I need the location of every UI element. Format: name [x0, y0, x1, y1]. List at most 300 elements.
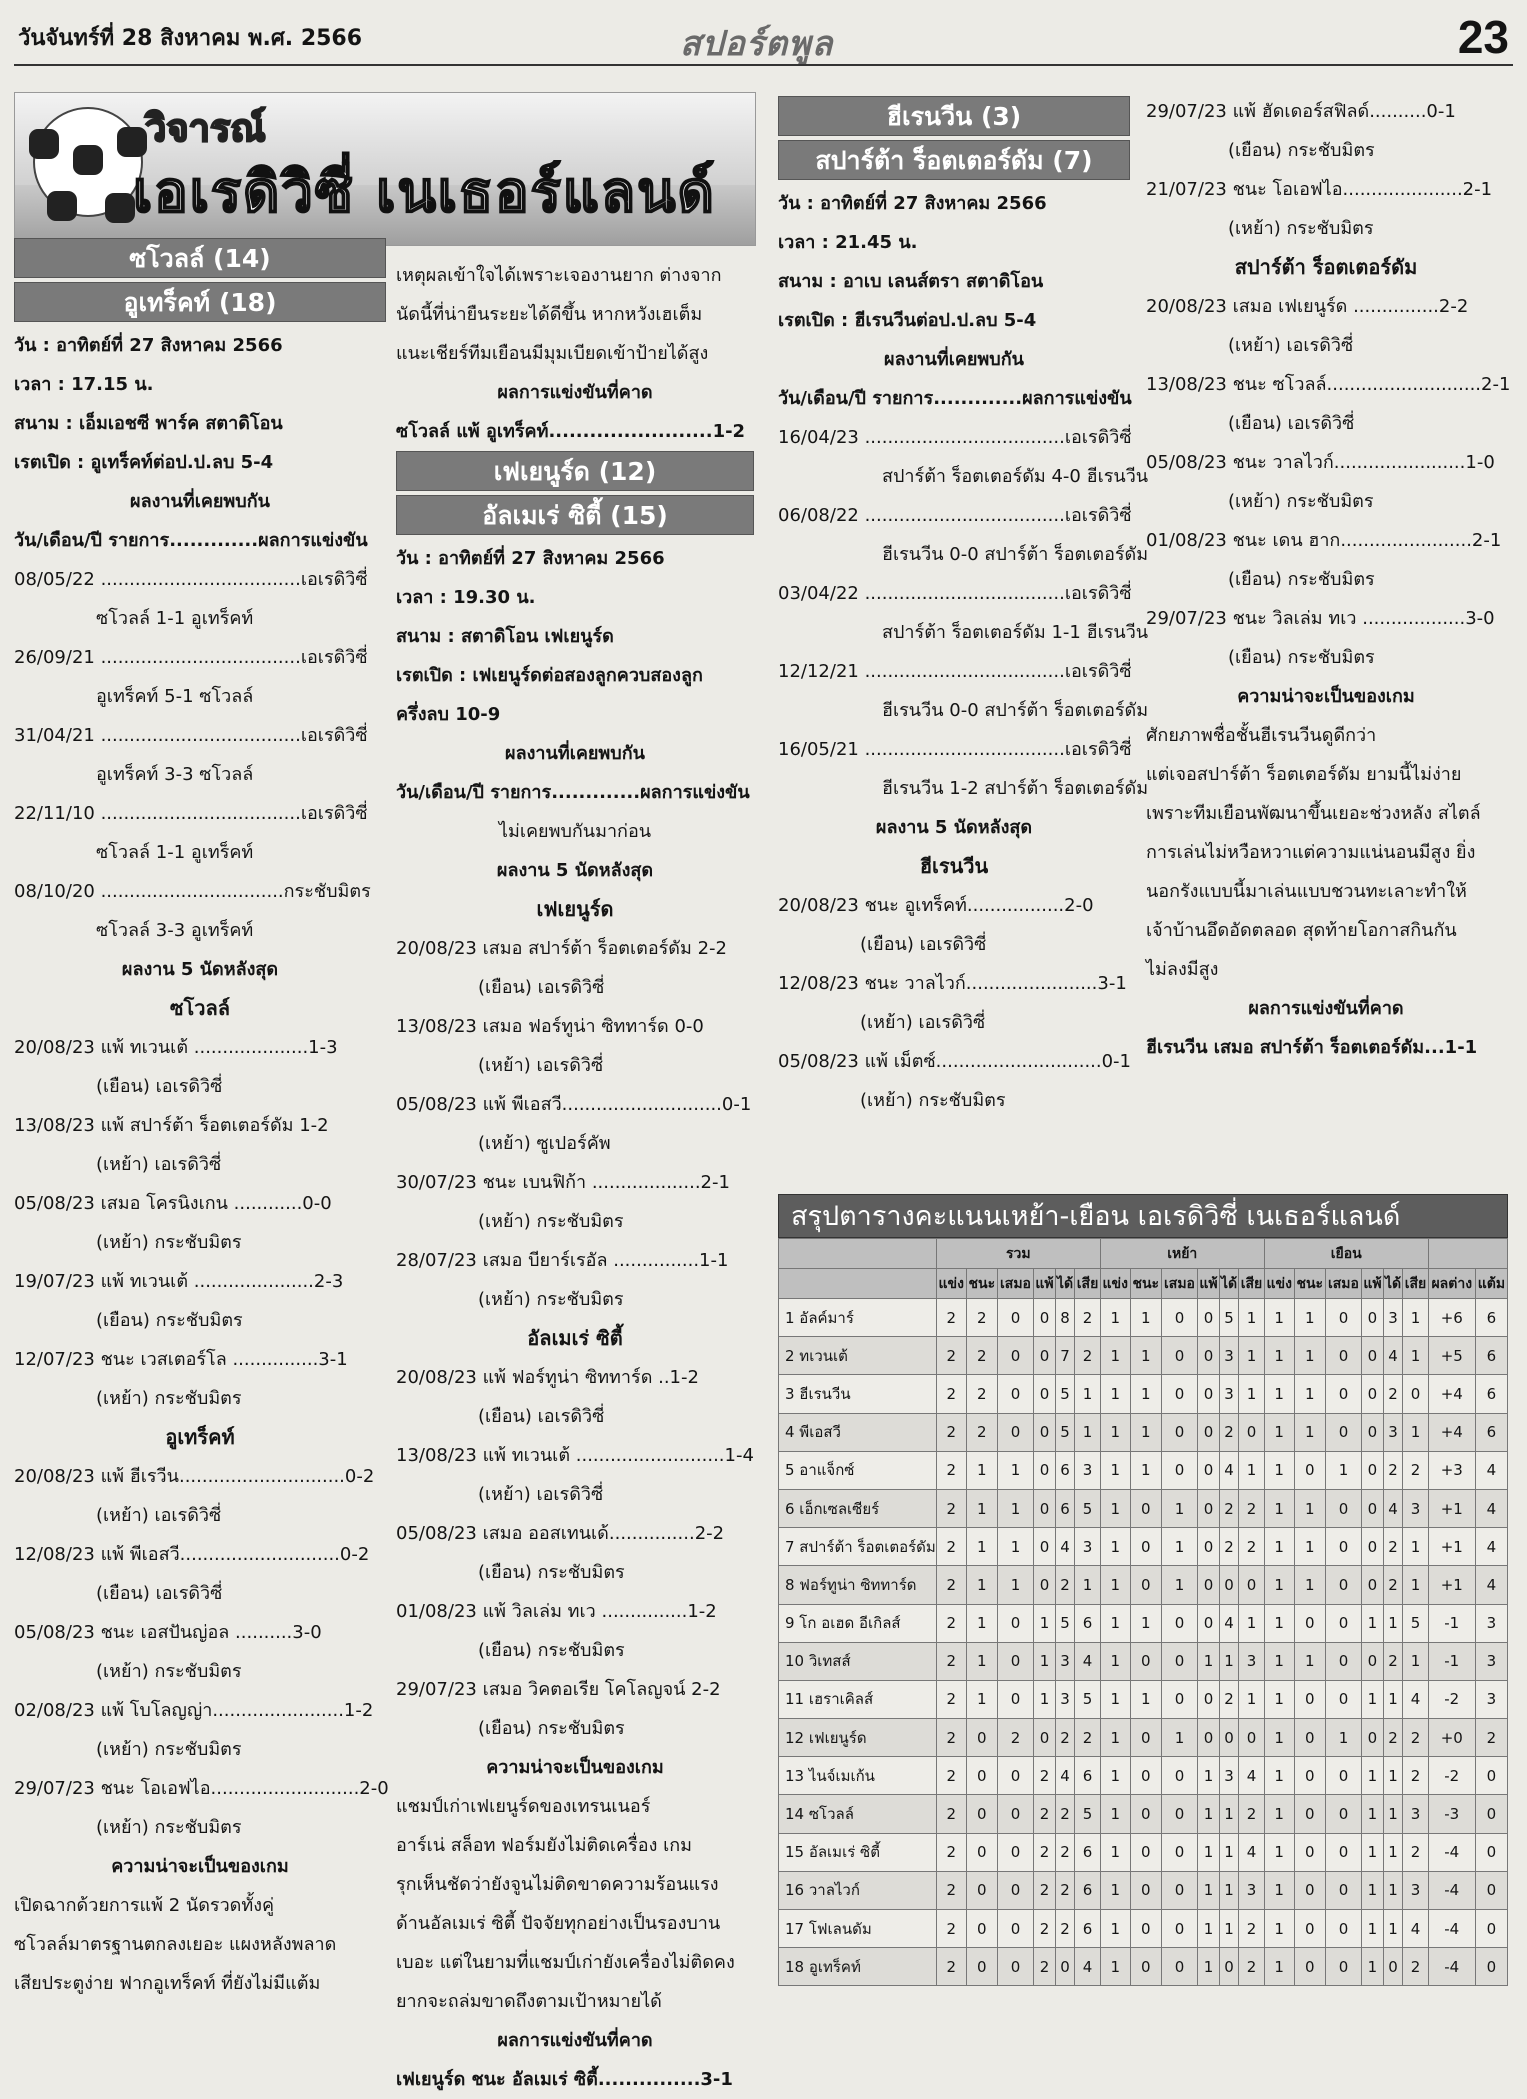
- stat-cell: 2: [1055, 1833, 1074, 1871]
- stat-col-header: แข่ง: [1100, 1269, 1130, 1299]
- text-line: 29/07/23 ชนะ วิลเล่ม ทเว ..................3-0: [1146, 608, 1495, 629]
- text-line: ฮีเรนวีน 0-0 สปาร์ต้า ร็อตเตอร์ดัม: [882, 544, 1149, 565]
- stat-cell: 1: [1198, 1795, 1220, 1833]
- stat-cell: 0: [966, 1757, 997, 1795]
- text-line: (เยือน) เอเรดิวิซี่: [478, 977, 605, 998]
- goal-diff-cell: -3: [1428, 1795, 1475, 1833]
- text-line: 02/08/23 แพ้ โบโลญญ่า.......................1-2: [14, 1700, 374, 1721]
- stat-cell: 1: [1219, 1642, 1238, 1680]
- table-row: [779, 1489, 1508, 1527]
- stat-cell: 2: [1055, 1566, 1074, 1604]
- team-subheading: ฮีเรนวีน: [919, 854, 989, 878]
- stat-cell: 1: [1264, 1337, 1294, 1375]
- column-2: [396, 256, 754, 2099]
- stat-cell: 2: [1055, 1719, 1074, 1757]
- table-row: [779, 1871, 1508, 1909]
- text-line: 29/07/23 เสมอ วิคตอเรีย โคโลญจน์ 2-2: [396, 1679, 721, 1700]
- team-name-cell: 4 พีเอสวี: [779, 1413, 937, 1451]
- points-cell: 0: [1475, 1871, 1507, 1909]
- goal-diff-cell: -4: [1428, 1833, 1475, 1871]
- stat-cell: 0: [1362, 1451, 1384, 1489]
- table-row: [779, 1375, 1508, 1413]
- text-line: 05/08/23 ชนะ วาลไวก์.......................1-0: [1146, 452, 1495, 473]
- stat-cell: 5: [1055, 1375, 1074, 1413]
- stat-cell: 0: [1130, 1528, 1161, 1566]
- team-name-cell: 3 ฮีเรนวีน: [779, 1375, 937, 1413]
- stat-cell: 1: [1264, 1910, 1294, 1948]
- stat-cell: 3: [1239, 1871, 1265, 1909]
- match-info-line: สนาม : อาเบ เลนส์ตรา สตาดิโอน: [778, 271, 1044, 292]
- stat-cell: 1: [1264, 1795, 1294, 1833]
- text-line: 05/08/23 ชนะ เอสปันญ่อล ..........3-0: [14, 1622, 322, 1643]
- match-team-header: ฮีเรนวีน (3): [778, 96, 1130, 136]
- stat-cell: 4: [1239, 1833, 1265, 1871]
- team-name-cell: 17 โฟเลนดัม: [779, 1910, 937, 1948]
- section-heading: ผลการแข่งขันที่คาด: [497, 2030, 653, 2051]
- stat-cell: 2: [936, 1528, 966, 1566]
- match-info-line: วัน : อาทิตย์ที่ 27 สิงหาคม 2566: [14, 335, 283, 356]
- text-line: 19/07/23 แพ้ ทเวนเต้ .....................2-3: [14, 1271, 344, 1292]
- stat-cell: 1: [1100, 1833, 1130, 1871]
- stat-cell: 6: [1055, 1489, 1074, 1527]
- text-line: (เหย้า) ซูเปอร์คัพ: [478, 1133, 611, 1154]
- goal-diff-cell: +1: [1428, 1566, 1475, 1604]
- text-line: 01/08/23 ชนะ เดน ฮาก.......................2-1: [1146, 530, 1502, 551]
- stat-cell: 0: [1294, 1680, 1325, 1718]
- stat-cell: 0: [1198, 1299, 1220, 1337]
- stat-cell: 0: [1161, 1451, 1197, 1489]
- column-4: [1146, 92, 1511, 1067]
- stat-cell: 1: [1403, 1566, 1429, 1604]
- stat-cell: 2: [966, 1299, 997, 1337]
- text-line: เปิดฉากด้วยการแพ้ 2 นัดรวดทั้งคู่: [14, 1895, 275, 1916]
- text-line: (เหย้า) เอเรดิวิซี่: [478, 1055, 604, 1076]
- match-info-line: วัน/เดือน/ปี รายการ.............ผลการแข่งขัน: [396, 782, 750, 803]
- stat-cell: 0: [1130, 1566, 1161, 1604]
- text-line: นอกรังแบบนี้มาเล่นแบบชวนทะเลาะทำให้: [1146, 881, 1467, 902]
- text-line: 30/07/23 ชนะ เบนฟิก้า ...................2-1: [396, 1172, 730, 1193]
- stat-cell: 1: [1034, 1680, 1056, 1718]
- stat-cell: 3: [1055, 1642, 1074, 1680]
- stat-cell: 0: [1325, 1489, 1361, 1527]
- stat-cell: 1: [1383, 1833, 1402, 1871]
- stat-cell: 1: [1100, 1910, 1130, 1948]
- table-row: [779, 1413, 1508, 1451]
- stat-cell: 0: [1294, 1757, 1325, 1795]
- stat-cell: 1: [1403, 1299, 1429, 1337]
- stat-cell: 3: [1075, 1528, 1101, 1566]
- points-cell: 2: [1475, 1719, 1507, 1757]
- stat-cell: 1: [1075, 1375, 1101, 1413]
- text-line: (เยือน) กระชับมิตร: [1228, 140, 1375, 161]
- stat-cell: 2: [1383, 1528, 1402, 1566]
- points-cell: 6: [1475, 1299, 1507, 1337]
- stat-cell: 2: [936, 1489, 966, 1527]
- stat-cell: 1: [1264, 1604, 1294, 1642]
- stat-cell: 2: [1383, 1719, 1402, 1757]
- stat-cell: 0: [1161, 1680, 1197, 1718]
- text-line: ซโวลล์ 1-1 อูเทร็คท์: [96, 842, 254, 863]
- standings-table-block: [778, 1194, 1508, 1986]
- stat-cell: 0: [1325, 1833, 1361, 1871]
- table-row: [779, 1566, 1508, 1604]
- stat-cell: 1: [1219, 1795, 1238, 1833]
- stat-col-header: แข่ง: [1264, 1269, 1294, 1299]
- stat-cell: 0: [1325, 1299, 1361, 1337]
- stat-cell: 3: [1239, 1642, 1265, 1680]
- stat-cell: 1: [1362, 1680, 1384, 1718]
- text-line: การเล่นไม่หวือหวาแต่ความแน่นอนมีสูง ยิ่ง: [1146, 842, 1476, 863]
- section-heading: ความน่าจะเป็นของเกม: [486, 1757, 664, 1778]
- stat-col-header: เสมอ: [1325, 1269, 1361, 1299]
- section-heading: ความน่าจะเป็นของเกม: [1237, 686, 1415, 707]
- stat-cell: 2: [1239, 1948, 1265, 1986]
- goal-diff-cell: -1: [1428, 1642, 1475, 1680]
- stat-cell: 0: [1161, 1299, 1197, 1337]
- stat-cell: 1: [1239, 1299, 1265, 1337]
- stat-cell: 0: [997, 1871, 1033, 1909]
- text-line: 12/07/23 ชนะ เวสเตอร์โล ...............3-1: [14, 1349, 348, 1370]
- stat-col-header: ชนะ: [1294, 1269, 1325, 1299]
- text-line: (เยือน) กระชับมิตร: [1228, 569, 1375, 590]
- stat-cell: 0: [1130, 1642, 1161, 1680]
- stat-cell: 0: [1034, 1566, 1056, 1604]
- stat-cell: 0: [966, 1795, 997, 1833]
- stat-cell: 1: [1100, 1871, 1130, 1909]
- match-info-line: เวลา : 19.30 น.: [396, 587, 536, 608]
- stat-cell: 1: [1219, 1910, 1238, 1948]
- text-line: 16/04/23 ...................................เอเรดิวิซี่: [778, 427, 1132, 448]
- stat-cell: 2: [936, 1299, 966, 1337]
- text-line: (เหย้า) กระชับมิตร: [478, 1289, 624, 1310]
- stat-cell: 0: [1198, 1528, 1220, 1566]
- stat-cell: 0: [1325, 1375, 1361, 1413]
- goal-diff-cell: +1: [1428, 1528, 1475, 1566]
- stat-cell: 1: [1198, 1757, 1220, 1795]
- stat-cell: 1: [1100, 1680, 1130, 1718]
- points-cell: 6: [1475, 1413, 1507, 1451]
- stat-cell: 0: [1198, 1337, 1220, 1375]
- stat-col-header: แพ้: [1034, 1269, 1056, 1299]
- text-line: เบอะ แต่ในยามที่แชมป์เก่ายังเครื่องไม่ติดคง: [396, 1952, 735, 1973]
- text-line: สปาร์ต้า ร็อตเตอร์ดัม 1-1 ฮีเรนวีน: [882, 622, 1149, 643]
- text-line: (เยือน) กระชับมิตร: [478, 1718, 625, 1739]
- stat-cell: 4: [1239, 1757, 1265, 1795]
- stat-cell: 0: [1034, 1337, 1056, 1375]
- team-name-cell: 6 เอ็กเซลเซียร์: [779, 1489, 937, 1527]
- stat-cell: 1: [1264, 1528, 1294, 1566]
- text-line: 31/04/21 ...................................เอเรดิวิซี่: [14, 725, 368, 746]
- stat-cell: 1: [997, 1528, 1033, 1566]
- goal-diff-cell: +4: [1428, 1375, 1475, 1413]
- stat-cell: 5: [1075, 1680, 1101, 1718]
- stat-col-header: แพ้: [1362, 1269, 1384, 1299]
- text-line: 08/10/20 ................................กระชับมิตร: [14, 881, 371, 902]
- stat-cell: 2: [936, 1680, 966, 1718]
- stat-cell: 0: [1034, 1413, 1056, 1451]
- text-line: แชมป์เก่าเฟเยนูร์ดของเทรนเนอร์: [396, 1796, 651, 1817]
- stat-cell: 0: [997, 1910, 1033, 1948]
- points-cell: 4: [1475, 1566, 1507, 1604]
- stat-cell: 1: [1383, 1680, 1402, 1718]
- stat-cell: 1: [1075, 1566, 1101, 1604]
- stat-cell: 3: [1383, 1413, 1402, 1451]
- stat-cell: 0: [1034, 1451, 1056, 1489]
- stat-cell: 0: [1161, 1413, 1197, 1451]
- standings-column-header: [779, 1269, 1508, 1299]
- stat-cell: 1: [966, 1680, 997, 1718]
- stat-cell: 1: [1294, 1375, 1325, 1413]
- stat-cell: 2: [966, 1375, 997, 1413]
- table-row: [779, 1680, 1508, 1718]
- text-line: แต่เจอสปาร์ต้า ร็อตเตอร์ดัม ยามนี้ไม่ง่าย: [1146, 764, 1462, 785]
- stat-cell: 1: [1264, 1566, 1294, 1604]
- stat-cell: 1: [1239, 1375, 1265, 1413]
- stat-cell: 0: [997, 1795, 1033, 1833]
- stat-cell: 0: [997, 1375, 1033, 1413]
- text-line: อาร์เน่ สล็อท ฟอร์มยังไม่ติดเครื่อง เกม: [396, 1835, 692, 1856]
- text-line: นัดนี้ที่น่ายืนระยะได้ดีขึ้น หากหวังเฮเต็ม: [396, 304, 703, 325]
- section-heading: ผลการแข่งขันที่คาด: [497, 382, 653, 403]
- stat-cell: 1: [1362, 1833, 1384, 1871]
- stat-cell: 1: [1219, 1833, 1238, 1871]
- stat-cell: 1: [1294, 1566, 1325, 1604]
- team-name-cell: 15 อัลเมเร่ ซิตี้: [779, 1833, 937, 1871]
- stat-cell: 1: [1264, 1719, 1294, 1757]
- team-name-cell: 12 เฟเยนูร์ด: [779, 1719, 937, 1757]
- text-line: 21/07/23 ชนะ โอเอฟไอ.....................2-1: [1146, 179, 1493, 200]
- stat-col-header: เสมอ: [997, 1269, 1033, 1299]
- stat-cell: 0: [1034, 1719, 1056, 1757]
- stat-cell: 1: [966, 1528, 997, 1566]
- stat-cell: 0: [1161, 1833, 1197, 1871]
- stat-cell: 0: [1161, 1604, 1197, 1642]
- match-info-line: วัน/เดือน/ปี รายการ.............ผลการแข่งขัน: [14, 530, 368, 551]
- text-line: เพราะทีมเยือนพัฒนาขึ้นเยอะช่วงหลัง สไตล์: [1146, 803, 1481, 824]
- match-info-line: เรตเปิด : เฟเยนูร์ดต่อสองลูกควบสองลูก: [396, 665, 703, 686]
- text-line: เสียประตูง่าย ฟากอูเทร็คท์ ที่ยังไม่มีแต้ม: [14, 1973, 321, 1994]
- stat-cell: 0: [1325, 1910, 1361, 1948]
- goal-diff-header: ผลต่าง: [1428, 1269, 1475, 1299]
- stat-cell: 0: [1362, 1337, 1384, 1375]
- team-name-cell: 9 โก อเฮด อีเกิลส์: [779, 1604, 937, 1642]
- soccer-ball-icon: [33, 107, 143, 217]
- text-line: 13/08/23 แพ้ ทเวนเต้ ..........................1-4: [396, 1445, 754, 1466]
- stat-cell: 0: [1161, 1757, 1197, 1795]
- team-name-cell: 10 วิเทสส์: [779, 1642, 937, 1680]
- stat-cell: 1: [1198, 1871, 1220, 1909]
- points-cell: 0: [1475, 1757, 1507, 1795]
- stat-cell: 2: [1034, 1910, 1056, 1948]
- stat-cell: 5: [1403, 1604, 1429, 1642]
- text-line: (เหย้า) กระชับมิตร: [96, 1817, 242, 1838]
- stat-col-header: เสีย: [1239, 1269, 1265, 1299]
- stat-cell: 1: [1239, 1337, 1265, 1375]
- stat-cell: 1: [1383, 1871, 1402, 1909]
- stat-cell: 2: [1075, 1719, 1101, 1757]
- text-line: (เยือน) กระชับมิตร: [96, 1310, 243, 1331]
- team-subheading: อูเทร็คท์: [165, 1425, 235, 1449]
- stat-cell: 0: [1130, 1795, 1161, 1833]
- text-line: ซโวลล์ 1-1 อูเทร็คท์: [96, 608, 254, 629]
- stat-cell: 0: [1130, 1489, 1161, 1527]
- stat-cell: 1: [1264, 1375, 1294, 1413]
- standings-body: [779, 1299, 1508, 1986]
- goal-diff-cell: +1: [1428, 1489, 1475, 1527]
- stat-cell: 0: [966, 1910, 997, 1948]
- stat-cell: 1: [1100, 1451, 1130, 1489]
- text-line: 13/08/23 ชนะ ซโวลล์...........................2-1: [1146, 374, 1511, 395]
- stat-col-header: แข่ง: [936, 1269, 966, 1299]
- stat-cell: 1: [1239, 1604, 1265, 1642]
- stat-cell: 0: [1362, 1566, 1384, 1604]
- table-row: [779, 1910, 1508, 1948]
- match-info-line: ซโวลล์ แพ้ อูเทร็คท์........................1-2: [396, 421, 746, 442]
- stat-cell: 1: [1100, 1489, 1130, 1527]
- match-info-line: ครึ่งลบ 10-9: [396, 704, 501, 725]
- stat-cell: 0: [1325, 1337, 1361, 1375]
- stat-cell: 3: [1055, 1680, 1074, 1718]
- stat-cell: 0: [997, 1680, 1033, 1718]
- stat-cell: 4: [1383, 1337, 1402, 1375]
- text-line: (เหย้า) เอเรดิวิซี่: [1228, 335, 1354, 356]
- stat-cell: 0: [1130, 1871, 1161, 1909]
- table-row: [779, 1451, 1508, 1489]
- stat-cell: 2: [966, 1413, 997, 1451]
- stat-cell: 1: [966, 1489, 997, 1527]
- stat-cell: 0: [1161, 1871, 1197, 1909]
- stat-cell: 0: [1198, 1719, 1220, 1757]
- match-info-line: วัน : อาทิตย์ที่ 27 สิงหาคม 2566: [778, 193, 1047, 214]
- team-name-cell: 1 อัลค์มาร์: [779, 1299, 937, 1337]
- stat-cell: 0: [1239, 1719, 1265, 1757]
- stat-cell: 0: [1219, 1948, 1238, 1986]
- stat-cell: 1: [1100, 1528, 1130, 1566]
- stat-cell: 0: [1294, 1719, 1325, 1757]
- goal-diff-cell: -2: [1428, 1680, 1475, 1718]
- standings-group-header: [779, 1239, 1508, 1269]
- stat-cell: 0: [1294, 1833, 1325, 1871]
- text-line: 12/12/21 ...................................เอเรดิวิซี่: [778, 661, 1132, 682]
- text-line: 12/08/23 ชนะ วาลไวก์.......................3-1: [778, 973, 1127, 994]
- stat-cell: 0: [1325, 1871, 1361, 1909]
- stat-cell: 1: [1403, 1642, 1429, 1680]
- stat-cell: 0: [1325, 1642, 1361, 1680]
- stat-cell: 0: [1362, 1413, 1384, 1451]
- text-line: (เหย้า) กระชับมิตร: [96, 1661, 242, 1682]
- text-line: 20/08/23 เสมอ สปาร์ต้า ร็อตเตอร์ดัม 2-2: [396, 938, 727, 959]
- text-line: (เหย้า) เอเรดิวิซี่: [860, 1012, 986, 1033]
- stat-cell: 2: [966, 1337, 997, 1375]
- text-line: อูเทร็คท์ 5-1 ซโวลล์: [96, 686, 254, 707]
- stat-cell: 1: [997, 1451, 1033, 1489]
- stat-cell: 1: [1198, 1642, 1220, 1680]
- stat-cell: 1: [966, 1642, 997, 1680]
- text-line: 13/08/23 แพ้ สปาร์ต้า ร็อตเตอร์ดัม 1-2: [14, 1115, 329, 1136]
- team-name-cell: 2 ทเวนเต้: [779, 1337, 937, 1375]
- text-line: (เยือน) กระชับมิตร: [478, 1562, 625, 1583]
- text-line: แนะเชียร์ทีมเยือนมีมุมเบียดเข้าป้ายได้สูง: [396, 343, 709, 364]
- team-name-cell: 13 ไนจ์เมเก้น: [779, 1757, 937, 1795]
- stat-cell: 0: [966, 1948, 997, 1986]
- goal-diff-cell: -4: [1428, 1910, 1475, 1948]
- stat-cell: 0: [966, 1871, 997, 1909]
- stat-cell: 1: [1075, 1413, 1101, 1451]
- section-banner: [14, 92, 756, 246]
- team-subheading: อัลเมเร่ ซิตี้: [527, 1326, 623, 1350]
- stat-cell: 0: [1403, 1375, 1429, 1413]
- text-line: 05/08/23 แพ้ พีเอสวี............................0-1: [396, 1094, 752, 1115]
- stat-cell: 1: [997, 1566, 1033, 1604]
- column-1: [14, 238, 389, 2003]
- text-line: ศักยภาพชื่อชั้นฮีเรนวีนดูดีกว่า: [1146, 725, 1377, 746]
- stat-cell: 1: [1100, 1337, 1130, 1375]
- stat-cell: 2: [936, 1719, 966, 1757]
- stat-cell: 0: [966, 1833, 997, 1871]
- stat-cell: 1: [1294, 1528, 1325, 1566]
- text-line: สปาร์ต้า ร็อตเตอร์ดัม 4-0 ฮีเรนวีน: [882, 466, 1149, 487]
- stat-cell: 2: [1055, 1910, 1074, 1948]
- section-heading: ความน่าจะเป็นของเกม: [111, 1856, 289, 1877]
- stat-cell: 1: [1264, 1451, 1294, 1489]
- stat-cell: 3: [1403, 1871, 1429, 1909]
- stat-cell: 0: [1294, 1604, 1325, 1642]
- stat-cell: 0: [997, 1757, 1033, 1795]
- masthead-divider: [14, 64, 1513, 66]
- stat-cell: 2: [1403, 1757, 1429, 1795]
- text-line: เจ้าบ้านอึดอัดตลอด สุดท้ายโอกาสกินกัน: [1146, 920, 1457, 941]
- text-line: รุกเห็นชัดว่ายังจูนไม่ติดขาดความร้อนแรง: [396, 1874, 719, 1895]
- stat-cell: 4: [1383, 1489, 1402, 1527]
- text-line: 12/08/23 แพ้ พีเอสวี............................0-2: [14, 1544, 370, 1565]
- section-heading: ผลงาน 5 นัดหลังสุด: [121, 959, 279, 980]
- stat-cell: 0: [1239, 1413, 1265, 1451]
- text-line: 29/07/23 ชนะ โอเอฟไอ..........................2-0: [14, 1778, 389, 1799]
- stat-cell: 1: [1034, 1604, 1056, 1642]
- stat-cell: 2: [1383, 1566, 1402, 1604]
- stat-cell: 0: [1198, 1604, 1220, 1642]
- group-header-blank: [1428, 1239, 1507, 1269]
- stat-cell: 1: [1100, 1757, 1130, 1795]
- stat-cell: 1: [1264, 1489, 1294, 1527]
- stat-cell: 1: [1264, 1680, 1294, 1718]
- stat-col-header: แพ้: [1198, 1269, 1220, 1299]
- text-line: (เยือน) เอเรดิวิซี่: [96, 1076, 223, 1097]
- text-line: (เหย้า) กระชับมิตร: [96, 1232, 242, 1253]
- stat-cell: 0: [1362, 1719, 1384, 1757]
- stat-cell: 3: [1403, 1795, 1429, 1833]
- stat-cell: 0: [1161, 1910, 1197, 1948]
- stat-cell: 0: [1055, 1948, 1074, 1986]
- masthead: [0, 0, 1527, 76]
- stat-cell: 1: [1034, 1642, 1056, 1680]
- goal-diff-cell: +0: [1428, 1719, 1475, 1757]
- points-header: แต้ม: [1475, 1269, 1507, 1299]
- team-name-cell: 7 สปาร์ต้า ร็อตเตอร์ดัม: [779, 1528, 937, 1566]
- stat-cell: 1: [1161, 1719, 1197, 1757]
- text-line: 08/05/22 ...................................เอเรดิวิซี่: [14, 569, 368, 590]
- stat-cell: 1: [1161, 1489, 1197, 1527]
- stat-cell: 2: [1403, 1948, 1429, 1986]
- points-cell: 3: [1475, 1604, 1507, 1642]
- section-heading: ผลงานที่เคยพบกัน: [884, 349, 1024, 370]
- stat-cell: 0: [1362, 1642, 1384, 1680]
- stat-cell: 1: [1294, 1489, 1325, 1527]
- match-info-line: วัน : อาทิตย์ที่ 27 สิงหาคม 2566: [396, 548, 665, 569]
- stat-cell: 1: [966, 1604, 997, 1642]
- stat-cell: 5: [1219, 1299, 1238, 1337]
- text-line: (เหย้า) เอเรดิวิซี่: [96, 1154, 222, 1175]
